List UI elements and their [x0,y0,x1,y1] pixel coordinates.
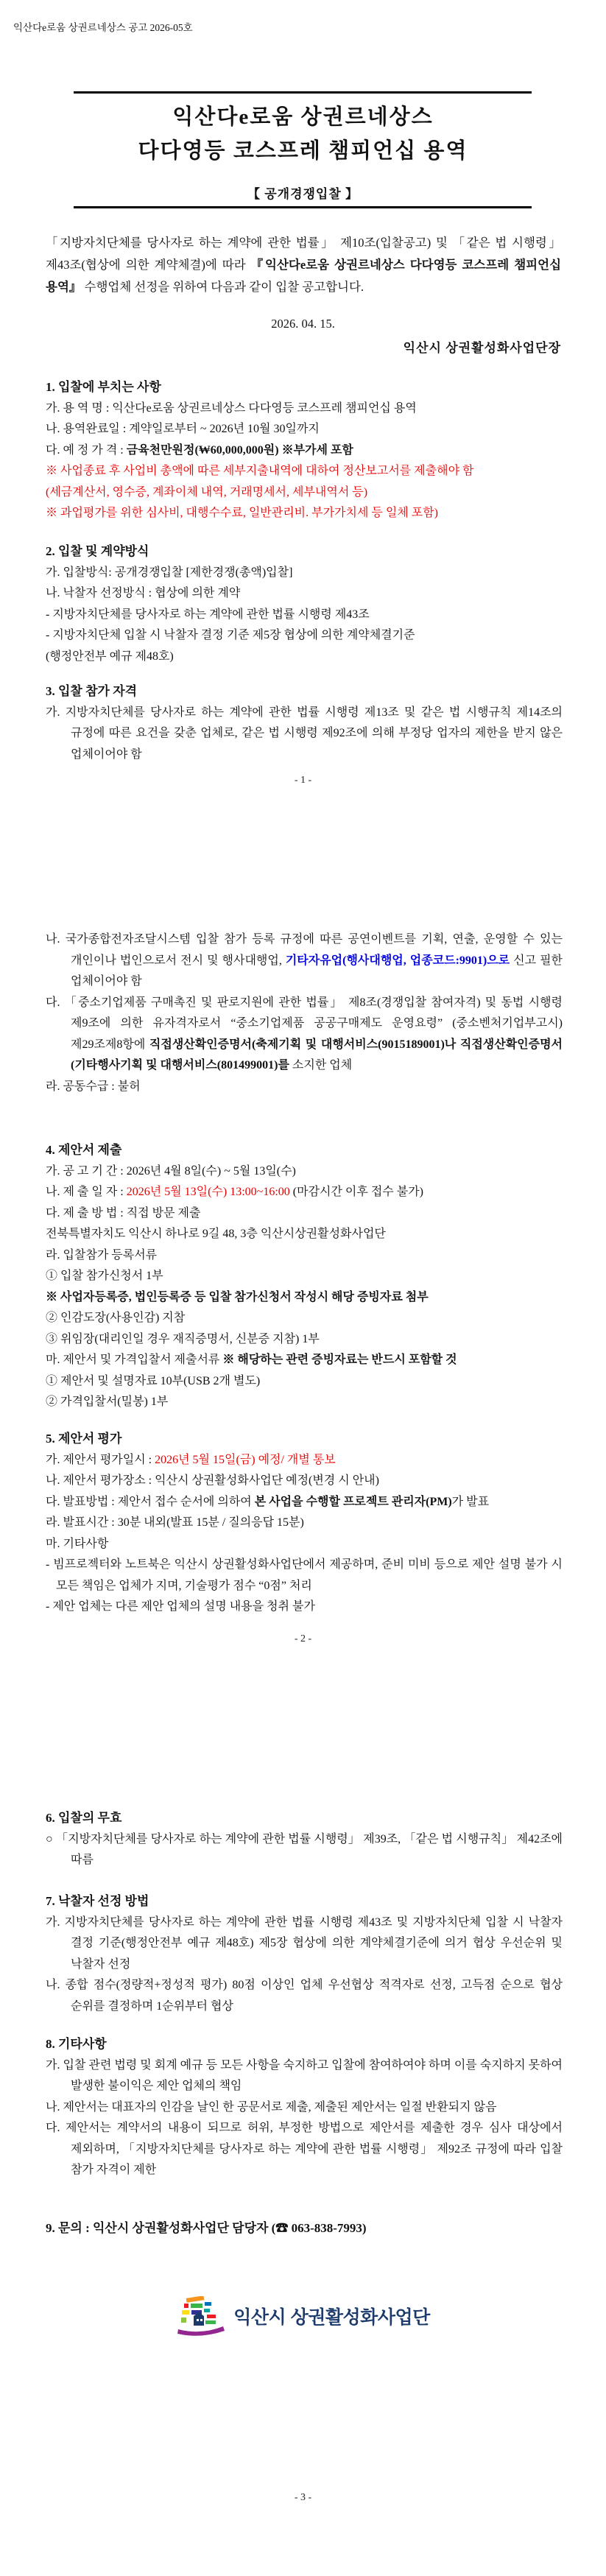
section-7 [46,1891,563,2017]
announcement-date: 2026. 04. 15. [271,317,335,331]
section-3-item-na [46,929,563,993]
section-5 [46,1429,563,1618]
section-3-heading: 3. 입찰 참가 자격 [46,684,138,698]
submit-date-value: 2026년 5월 13일(수) 13:00~16:00 [126,1186,290,1198]
section-1-red-note-3: ※ 과업평가를 위한 심사비, 대행수수료, 일반관리비. 부가가치세 등 일체 포함) [46,507,439,519]
section-2-heading: 2. 입찰 및 계약방식 [46,544,149,558]
section-5-note-2: - 제안 업체는 다른 제안 업체의 설명 내용을 청취 불가 [46,1600,315,1613]
section-3-item-da [46,993,563,1077]
section-1-item-na: 나. 용역완료일 : 계약일로부터 ~ 2026년 10월 30일까지 [46,423,320,435]
section-4 [46,1140,563,1413]
section-2-sub-2b: (행정안전부 예규 제48호) [46,650,174,663]
page-title [0,100,606,168]
business-code-highlight: 기타자유업(행사대행업, 업종코드:9901)으로 [285,954,510,967]
eval-date-label: 가. 제안서 평가일시 : [46,1453,155,1466]
section-4-proposal-2: ② 가격입찰서(밀봉) 1부 [46,1396,169,1408]
contact-number: 063-838-7993) [288,2221,367,2235]
submission-address: 전북특별자치도 익산시 하나로 9길 48, 3층 익산시상권활성화사업단 [46,1228,386,1240]
title-line-2: 다다영등 코스프레 챔피언십 용역 [138,139,468,163]
section-5-item-ma: 마. 기타사항 [46,1537,109,1550]
section-8-item-da: 다. 제안서는 계약서의 내용이 되므로 허위, 부정한 방법으로 제안서를 제출한 경우 심사 대상에서 제외하며, 「지방자치단체를 당사자로 하는 계약에 관한 법률 시행령」 제92조 규정에 따라 입찰 참가 자격이 제한 [46,2122,563,2176]
section-1-heading: 1. 입찰에 부치는 사항 [46,380,161,394]
contact-line [46,2218,563,2239]
section-2-item-ga: 가. 입찰방식: 공개경쟁입찰 [제한경쟁(총액)입찰] [46,566,293,579]
page-number-1: - 1 - [294,775,312,786]
section-1 [46,377,563,524]
org-logo [0,2296,606,2336]
section-4-doc-3: ③ 위임장(대리인일 경우 재직증명서, 신분증 지참) 1부 [46,1332,320,1345]
intro-paragraph [46,232,561,298]
section-5-note-1: - 빔프로젝터와 노트북은 익산시 상권활성화사업단에서 제공하며, 준비 미비 등으로 제안 설명 불가 시 모든 책임은 업체가 지며, 기술평가 점수 “0점” 처리 [46,1558,563,1592]
item-na-pre: 나. 국가종합전자조달시스템 입찰 참가 등록 규정에 따른 공연이벤트를 기획, 연출, 운영할 수 있는 개인이나 법인으로서 전시 및 행사대행업, [46,933,563,967]
section-4-heading: 4. 제안서 제출 [46,1143,122,1157]
section-6 [46,1808,563,1871]
section-1-red-note-1: ※ 사업종료 후 사업비 총액에 따른 세부지출내역에 대하여 정산보고서를 제출해야 함 [46,465,474,477]
section-4-item-ra: 라. 입찰참가 등록서류 [46,1248,158,1261]
intro-post: 수행업체 선정을 위하여 다음과 같이 입찰 공고합니다. [81,280,364,294]
section-2-sub-2: - 지방자치단체 입찰 시 낙찰자 결정 기준 제5장 협상에 의한 계약체결기준 [46,629,415,641]
intro-pre: 「지방자치단체를 당사자로 하는 계약에 관한 법률」 제10조(입찰공고) 및 「같은 법 시행령」 제43조(협상에 의한 계약체결)에 따라 [46,236,561,272]
section-1-red-note-2: (세금계산서, 영수증, 계좌이체 내역, 거래명세서, 세부내역서 등) [46,485,368,499]
page-number-2: - 2 - [294,1633,312,1644]
section-9 [46,2218,563,2239]
divider-top [74,91,532,94]
section-2-sub-1: - 지방자치단체를 당사자로 하는 계약에 관한 법률 시행령 제43조 [46,608,370,621]
iksan-city-blocks-icon [176,2296,226,2336]
section-3-continued [46,929,563,1097]
section-4-doc-1: ① 입찰 참가신청서 1부 [46,1270,163,1282]
price-value: 금육천만원정(₩60,000,000원) ※부가세 포함 [126,443,353,457]
notice-number: 익산다e로움 상권르네상스 공고 2026-05호 [13,22,193,33]
section-3 [46,681,563,765]
item-ma-bold-note: ※ 해당하는 관련 증빙자료는 반드시 포함할 것 [222,1354,457,1366]
item-da-pre: 다. 「중소기업제품 구매촉진 및 판로지원에 관한 법률」 제8조(경쟁입찰 참여자격) 및 동법 시행령 제9조에 의한 유자격자로서 “중소기업제품 공공구매제도 운영요령” (중소벤처기업부고시) 제29조제8항에 [46,996,563,1051]
price-label: 다. 예 정 가 격 : [46,443,127,457]
intro-project-name: 『익산다e로움 상권르네상스 다다영등 코스프레 챔피언십 용역』 [46,258,562,294]
section-8-item-na: 나. 제안서는 대표자의 인감을 날인 한 공문서로 제출, 제출된 제안서는 일절 반환되지 않음 [46,2100,497,2114]
section-2 [46,541,563,667]
org-logo-text: 익산시 상권활성화사업단 [233,2307,430,2328]
section-2-item-na: 나. 낙찰자 선정방식 : 협상에 의한 계약 [46,587,241,599]
issuer-signature: 익산시 상권활성화사업단장 [403,341,561,355]
eval-date-value: 2026년 5월 15일(금) 예정/ 개별 통보 [155,1453,336,1466]
section-6-item: ○ 「지방자치단체를 당사자로 하는 계약에 관한 법률 시행령」 제39조, 「같은 법 시행규칙」 제42조에 따름 [46,1832,563,1866]
section-1-item-ga: 가. 용 역 명 : 익산다e로움 상권르네상스 다다영등 코스프레 챔피언십 용역 [46,401,417,415]
section-7-item-na: 나. 종합 점수(정량적+정성적 평가) 80점 이상인 업체 우선협상 적격자로 선정, 고득점 순으로 협상 순위를 결정하며 1순위부터 협상 [46,1979,563,2013]
section-4-proposal-1: ① 제안서 및 설명자료 10부(USB 2개 별도) [46,1374,261,1387]
phone-icon: ☎ [275,2221,289,2235]
pm-highlight: 본 사업을 수행할 프로젝트 관리자(PM) [254,1495,452,1508]
section-8-item-ga: 가. 입찰 관련 법령 및 회계 예규 등 모든 사항을 숙지하고 입찰에 참여하여야 하며 이를 숙지하지 못하여 발생한 불이익은 제안 업체의 책임 [46,2058,563,2092]
section-4-doc-note: ※ 사업자등록증, 법인등록증 등 입찰 참가신청서 작성시 해당 증빙자료 첨부 [46,1290,429,1303]
section-3-item-ra: 라. 공동수급 : 불허 [46,1080,141,1093]
section-4-item-ma [46,1350,563,1371]
divider-subtitle [74,206,532,208]
item-ma-pre: 마. 제안서 및 가격입찰서 제출서류 [46,1354,223,1366]
section-5-item-da [46,1492,563,1513]
section-4-item-da: 다. 제 출 방 법 : 직접 방문 제출 [46,1206,201,1220]
section-7-heading: 7. 낙찰자 선정 방법 [46,1894,149,1908]
section-4-item-na [46,1182,563,1203]
submit-date-label: 나. 제 출 일 자 : [46,1186,127,1198]
section-5-item-na: 나. 제안서 평가장소 : 익산시 상권활성화사업단 예정(변경 시 안내) [46,1474,379,1487]
section-4-doc-2: ② 인감도장(사용인감) 지참 [46,1312,186,1324]
section-3-item-ga: 가. 지방자치단체를 당사자로 하는 계약에 관한 법률 시행령 제13조 및 같은 법 시행규칙 제14조의 규정에 따른 요건을 갖춘 업체로, 같은 법 시행령 제92조에 의해 부정당 업자의 제한을 받지 않은 업체이어야 함 [46,705,563,761]
item-da-pre: 다. 발표방법 : 제안서 접수 순서에 의하여 [46,1495,255,1508]
section-5-heading: 5. 제안서 평가 [46,1432,122,1446]
section-7-item-ga: 가. 지방자치단체를 당사자로 하는 계약에 관한 법률 시행령 제43조 및 지방자치단체 입찰 시 낙찰자 결정 기준(행정안전부 예규 제48호) 제5장 협상에 의한 계약체결기준에 의거 협상 우선순위 및 낙찰자 선정 [46,1915,563,1971]
item-na-post: 신고 필한 업체이어야 함 [71,954,563,988]
item-da-post: 소지한 업체 [289,1059,353,1071]
section-6-heading: 6. 입찰의 무효 [46,1811,122,1825]
section-1-item-da [46,440,563,462]
title-line-1: 익산다e로움 상권르네상스 [172,105,434,129]
certificate-names: 직접생산확인증명서(축제기획 및 대행서비스(9015189001)나 직접생산확인증명서(기타행사기획 및 대행서비스(801499001)를 [71,1038,563,1071]
submit-date-note: (마감시간 이후 접수 불가) [289,1186,423,1198]
contact-pre: 9. 문의 : 익산시 상권활성화사업단 담당자 ( [46,2221,276,2235]
section-4-item-ga: 가. 공 고 기 간 : 2026년 4월 8일(수) ~ 5월 13일(수) [46,1164,296,1178]
section-5-item-ra: 라. 발표시간 : 30분 내외(발표 15분 / 질의응답 15분) [46,1516,304,1529]
bid-type-subtitle: 【 공개경쟁입찰 】 [247,187,359,201]
item-da-post: 가 발표 [451,1495,490,1508]
page-number-3: - 3 - [294,2492,312,2503]
section-5-item-ga [46,1450,563,1471]
section-8 [46,2034,563,2181]
section-8-heading: 8. 기타사항 [46,2037,107,2051]
